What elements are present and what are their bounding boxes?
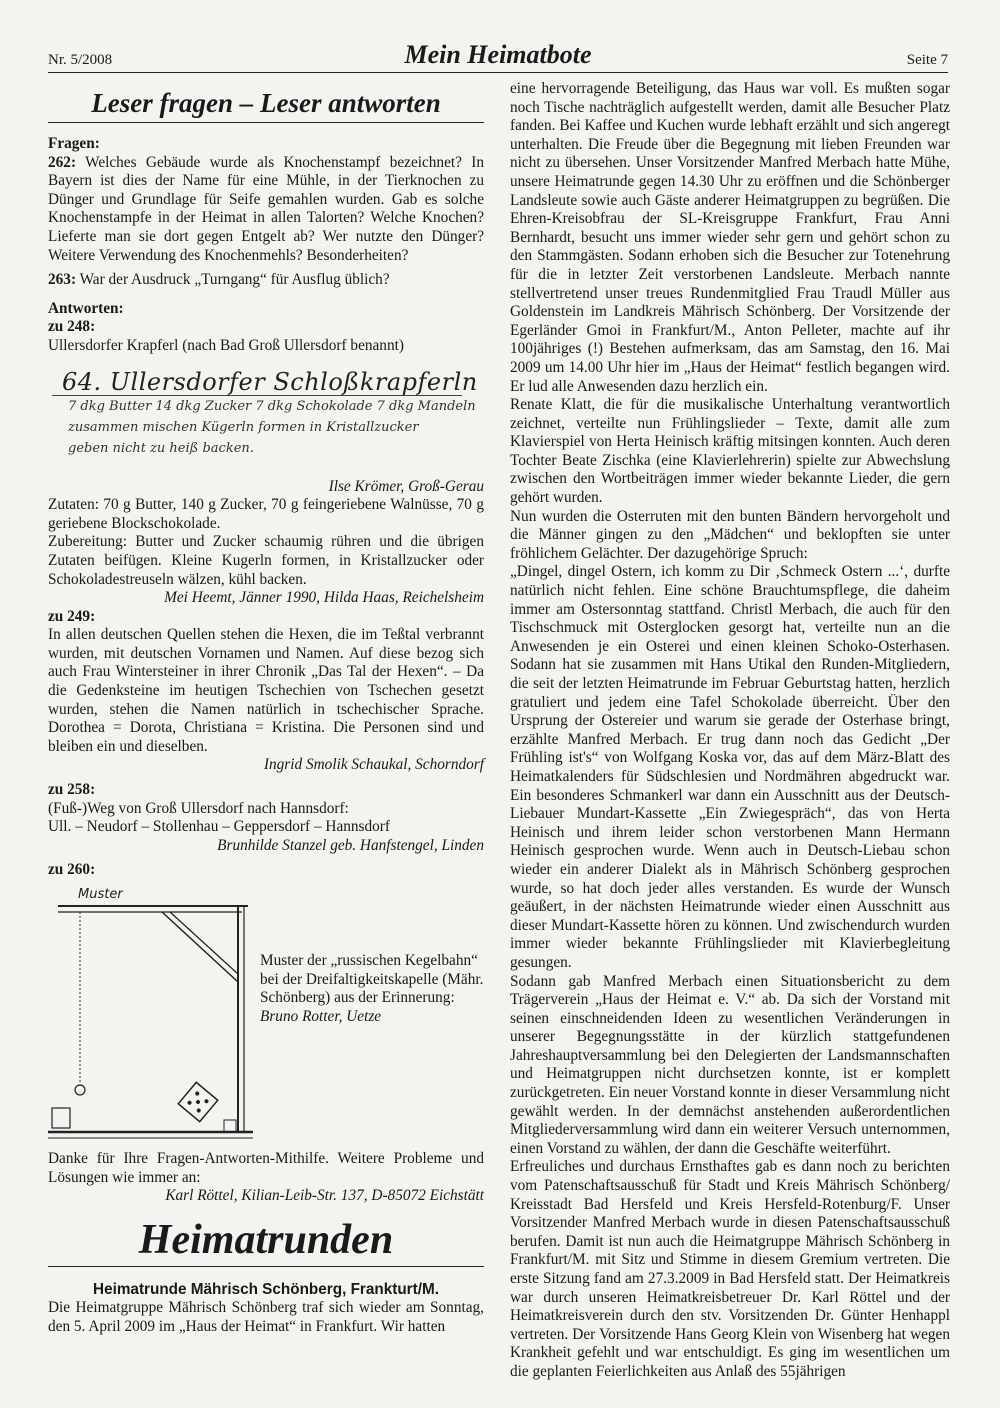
answer-258-line1: (Fuß-)Weg von Groß Ullersdorf nach Hannsdorf:: [48, 799, 349, 817]
heimatrunde-subtitle: Heimatrunde Mährisch Schönberg, Frankturt/M.: [93, 1280, 439, 1298]
handwritten-recipe: [48, 368, 484, 468]
handwritten-underline: [52, 395, 462, 396]
header-rule: [48, 72, 948, 73]
kegelbahn-drawing-area: [48, 882, 484, 1150]
answer-258-label: zu 258:: [48, 781, 96, 799]
article-paragraph-1: eine hervorragende Beteiligung, das Haus war voll. Es mußten sogar noch Tische nachträglich aufgestellt werden, damit alle Besucher Platz fanden. Bei Kaffee und Kuchen wurde lebhaft erzählt und sich angeregt unterhalten. Die Freude über die Begegnung mit lieben Freunden war nicht zu übersehen. Unser Vorsitzender Manfred Merbach hatte Mühe, unsere Heimatrunde gegen 14.30 Uhr zu eröffnen und die Schönberger Landsleute sowie auch Gäste anderer Heimatgruppen zu begrüßen. Die Ehren-Kreisobfrau der SL-Kreisgruppe Frankfurt, Frau Anni Bernhardt, besucht uns immer wieder sehr gern und gehört schon zu den Stammgästen. Sodann erhoben sich die Besucher zur Totenehrung für die in letzter Zeit verstorbenen Landsleute. Merbach nannte stellvertretend unser treues Rundenmitglied Frau Traudl Müller aus Goldenstein im Landkreis Mährisch Schönberg. Der Vorsitzende der Egerländer Gmoi in Frankfurt/M., Anton Pelleter, machte auf ihr 100jähriges (!) Bestehen aufmerksam, das am Samstag, den 16. Mai 2009 um 14.00 Uhr hier im „Haus der Heimat“ festlich begangen wird. Er lud alle Anwesenden dazu herzlich ein.: [510, 80, 950, 395]
question-263-number: 263:: [48, 271, 77, 289]
article-paragraph-5: Sodann gab Manfred Merbach einen Situationsbericht zu dem Trägerverein „Haus der Heimat e. V.“ ab. Da sich der Vorstand mit seinen einschneidenden Ideen zu wesentlichen Veränderungen in unserer Begegnungsstätte in der kürzlich stattgefundenen Jahreshauptversammlung bei den Delegierten der Landsmannschaften und Heimatgruppen nicht durchsetzen konnte, ist er komplett zurückgetreten. Ein neuer Vorstand konnte in dieser Versammlung nicht gewählt werden. In der demnächst anstehenden außerordentlichen Mitgliederversammlung wird dann ein weiterer Versuch unternommen, einen Vorstand zu wählen, der dann die Geschäfte weiterführt.: [510, 972, 950, 1157]
handwritten-line-1: 7 dkg Butter 14 dkg Zucker 7 dkg Schokolade 7 dkg Mandeln: [68, 398, 476, 414]
article-paragraph-4: „Dingel, dingel Ostern, ich komm zu Dir ‚Schmeck Ostern ...‘, durfte natürlich nicht fehlen. Eine schöne Brauchtumspflege, die daheim immer am Ostersonntag stattfand. Christl Merbach, die auch für den Tischschmuck mit Osterglocken gesorgt hat, verteilte nun an die Anwesenden je ein Osterei und einen kleinen Schoko-Osterhasen. Sodann hat sie zusammen mit Hans Utikal den Runden-Mitgliedern, die seit der letzten Heimatrunde im Februar Geburtstag hatten, herzlich gratuliert und jedem eine Tafel Schokolade überreicht. Über den Ursprung der Ostereier und warum sie gerade der Osterhase bringt, erzählte Manfred Merbach. Er trug dann noch das Gedicht „Der Frühling ist's“ von Wolfgang Koska vor, das auf dem März-Blatt des Heimatkalenders für Südschlesien und Nordmähren abgedruckt war. Ein besonderes Schmankerl war dann ein Ausschnitt aus der Deutsch-Liebauer Mundart-Kassette „Ein Zwiegespräch“, das von Herta Heinisch und ihrem leider schon verstorbenen Mann Hermann Heinisch gesprochen wurde. Wenn auch in Deutsch-Liebau schon wieder ein anderer Dialekt als in Mährisch Schönberg gesprochen wurde, so hat doch jeder alles verstanden. Es wurde der Wunsch geäußert, in der nächsten Heimatrunde wieder einen Ausschnitt aus dieser Mundart-Kassette hören zu können. Und zwischendurch wurden immer wieder bekannte Frühlingslieder mit Klavierbegleitung gesungen.: [510, 563, 950, 971]
section-title-leser: Leser fragen – Leser antworten: [48, 88, 484, 123]
credit-stanzel: Brunhilde Stanzel geb. Hanfstengel, Linden: [217, 836, 484, 854]
kegelbahn-sketch: [48, 882, 258, 1150]
drawing-caption: Muster der „russischen Kegelbahn“ bei der Dreifaltigkeitskapelle (Mähr. Schönberg) aus der Erinnerung:: [260, 952, 484, 1007]
credit-haas: Mei Heemt, Jänner 1990, Hilda Haas, Reichelsheim: [164, 589, 484, 607]
handwritten-line-3: geben nicht zu heiß backen.: [68, 440, 254, 456]
answer-260-label: zu 260:: [48, 861, 96, 879]
article-paragraph-2: Renate Klatt, die für die musikalische Unterhaltung verantwortlich zeichnet, verteilte nun Frühlingslieder – Texte, damit alle zum Klavierspiel von Herta Heinisch kräftig mitsingen konnten. Auch deren Tochter Beate Zischka (eine Klavierlehrerin) spielte zur Abwechslung zwischen den Wortbeiträgen immer wieder bekannte Lieder, die gern gehört wurden.: [510, 396, 950, 507]
credit-smolik: Ingrid Smolik Schaukal, Schorndorf: [263, 756, 484, 774]
answer-248-text: Ullersdorfer Krapferl (nach Bad Groß Ullersdorf benannt): [48, 336, 404, 354]
credit-roettel: Karl Röttel, Kilian-Leib-Str. 137, D-85072 Eichstätt: [165, 1187, 484, 1205]
article-paragraph-6: Erfreuliches und durchaus Ernsthaftes gab es dann noch zu berichten vom Patenschaftsausschuß für Stadt und Kreis Mährisch Schönberg/ Kreisstadt Bad Hersfeld und Kreis Hersfeld-Rotenburg/F. Unser Vorsitzender Manfred Merbach wurde in diesen Patenschaftsausschuß berufen. Damit ist nun auch die Heimatgruppe Mährisch Schönberg in Frankfurt/M. mit Sitz und Stimme in diesem Gremium vertreten. Die erste Sitzung fand am 27.3.2009 in Bad Hersfeld statt. Der Heimatkreis war durch unseren Heimatkreisbetreuer Dr. Karl Röttel und der Heimatkreisverein durch den stv. Vorsitzenden Dr. Günter Henhappl vertreten. Der Vorsitzende Hans Georg Klein von Wisenberg hat wegen Krankheit gefehlt und war entschuldigt. Es ging im wesentlichen um die geplanten Feierlichkeiten aus Anlaß des 55jährigen: [510, 1158, 950, 1380]
issue-number: Nr. 5/2008: [48, 52, 113, 68]
question-262: [48, 154, 484, 266]
page-header: [48, 40, 948, 70]
question-263-text: War der Ausdruck „Turngang“ für Ausflug üblich?: [76, 271, 390, 289]
handwritten-line-2: zusammen mischen Kügerln formen in Kristallzucker: [68, 419, 419, 435]
right-column: [510, 80, 950, 1382]
recipe-zubereitung: Zubereitung: Butter und Zucker schaumig rühren und die übrigen Zutaten beifügen. Kleine Kugerln formen, in Kristallzucker oder Schokoladestreuseln wälzen, kühl backen.: [48, 533, 484, 588]
left-column: [48, 80, 484, 1337]
fragen-label: Fragen:: [48, 135, 100, 152]
section-title-heimatrunden: Heimatrunden: [48, 1216, 484, 1267]
antworten-label: Antworten:: [48, 299, 124, 317]
recipe-zutaten: Zutaten: 70 g Butter, 140 g Zucker, 70 g feingeriebene Walnüsse, 70 g geriebene Blockschokolade.: [48, 496, 484, 532]
drawing-caption-block: [260, 952, 484, 1026]
drawing-label: Muster: [78, 887, 123, 902]
answer-249-text: In allen deutschen Quellen stehen die Hexen, die im Teßtal verbrannt wurden, mit deutschen Vornamen und Namen. Auf diese bezog sich auch Frau Wintersteiner in ihrer Chronik „Das Tal der Hexen“. – Da die Gedenksteine im heutigen Tschechien von Tschechen gesetzt wurden, stehen die Namen natürlich in tschechischer Sprache. Dorothea = Dorota, Christiana = Kristina. Die Personen sind und bleiben ein und dieselben.: [48, 626, 484, 755]
answer-258-line2: Ull. – Neudorf – Stollenhau – Geppersdorf – Hannsdorf: [48, 818, 390, 836]
thanks-text: Danke für Ihre Fragen-Antworten-Mithilfe. Weitere Probleme und Lösungen wie immer an:: [48, 1150, 484, 1186]
answer-248-label: zu 248:: [48, 318, 96, 336]
question-262-text: Welches Gebäude wurde als Knochenstampf bezeichnet? In Bayern ist dies der Name für eine Mühle, in der Tierknochen zu Dünger und Grundlage für Seife gemahlen wurden. Gab es solche Knochenstampfe in der Heimat in allen Talorten? Welche Knochen? Lieferte man sie dort gegen Entgelt ab? Wer nutzte den Dünger? Weitere Verwendung des Knochenmehls? Besonderheiten?: [48, 153, 484, 264]
article-paragraph-3: Nun wurden die Osterruten mit den bunten Bändern hervorgeholt und die Männer gingen zu den „Mädchen“ und beklopften sie unter fröhlichem Gelächter. Der dazugehörige Spruch:: [510, 507, 950, 562]
masthead-title: Mein Heimatbote: [404, 40, 592, 69]
credit-rotter: Bruno Rotter, Uetze: [260, 1007, 382, 1025]
question-263: [48, 271, 484, 290]
credit-kroemer: Ilse Krömer, Groß-Gerau: [328, 477, 484, 495]
page-number: Seite 7: [906, 52, 948, 68]
heimatrunde-intro: Die Heimatgruppe Mährisch Schönberg traf sich wieder am Sonntag, den 5. April 2009 im „Haus der Heimat“ in Frankfurt. Wir hatten: [48, 1299, 484, 1335]
question-262-number: 262:: [48, 153, 77, 171]
handwritten-recipe-title: 64. Ullersdorfer Schloßkrapferln: [62, 367, 478, 396]
answer-249-label: zu 249:: [48, 607, 96, 625]
